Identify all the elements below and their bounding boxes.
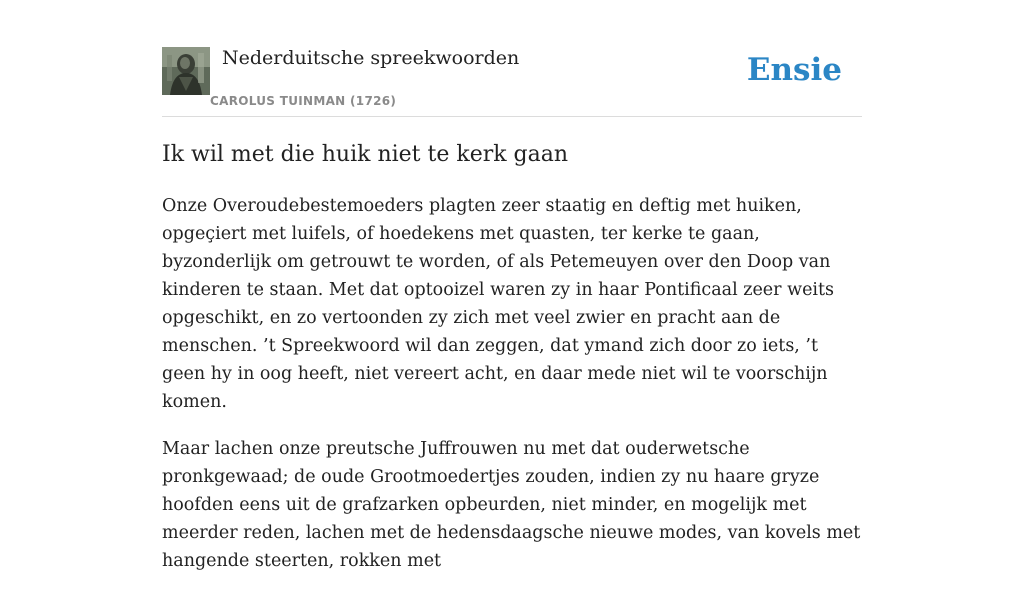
entry-content — [162, 140, 862, 594]
book-title[interactable]: Nederduitsche spreekwoorden — [222, 47, 520, 69]
entry-paragraph-1: Onze Overoudebestemoeders plagten zeer staatig en deftig met huiken, opgeçiert met luifels, of hoedekens met quasten, ter kerke te gaan, byzonderlijk om getrouwt te worden, of als Petemeuyen over den Doop van kinderen te staan. Met dat optooizel waren zy in haar Pontificaal zeer weits opgeschikt, en zo vertoonden zy zich met veel zwier en pracht aan de menschen. ’t Spreekwoord wil dan zeggen, dat ymand zich door zo iets, ’t geen hy in oog heeft, niet vereert acht, en daar mede niet wil te voorschijn komen. — [162, 196, 835, 412]
header — [162, 0, 862, 117]
author-name[interactable]: CAROLUS TUINMAN (1726) — [210, 94, 397, 108]
author-portrait-icon — [162, 47, 210, 95]
author-avatar[interactable] — [162, 47, 210, 95]
entry-paragraph-2: Maar lachen onze preutsche Juffrouwen nu met dat ouderwetsche pronkgewaad; de oude Grootmoedertjes zouden, indien zy nu haare gryze hoofden eens uit de grafzarken opbeurden, niet minder, en mogelijk met meerder reden, lachen met de hedensdaagsche nieuwe modes, van kovels met hangende steerten, rokken met — [162, 439, 861, 571]
brand-logo[interactable]: Ensie — [746, 52, 842, 88]
entry-title: Ik wil met die huik niet te kerk gaan — [162, 142, 569, 167]
